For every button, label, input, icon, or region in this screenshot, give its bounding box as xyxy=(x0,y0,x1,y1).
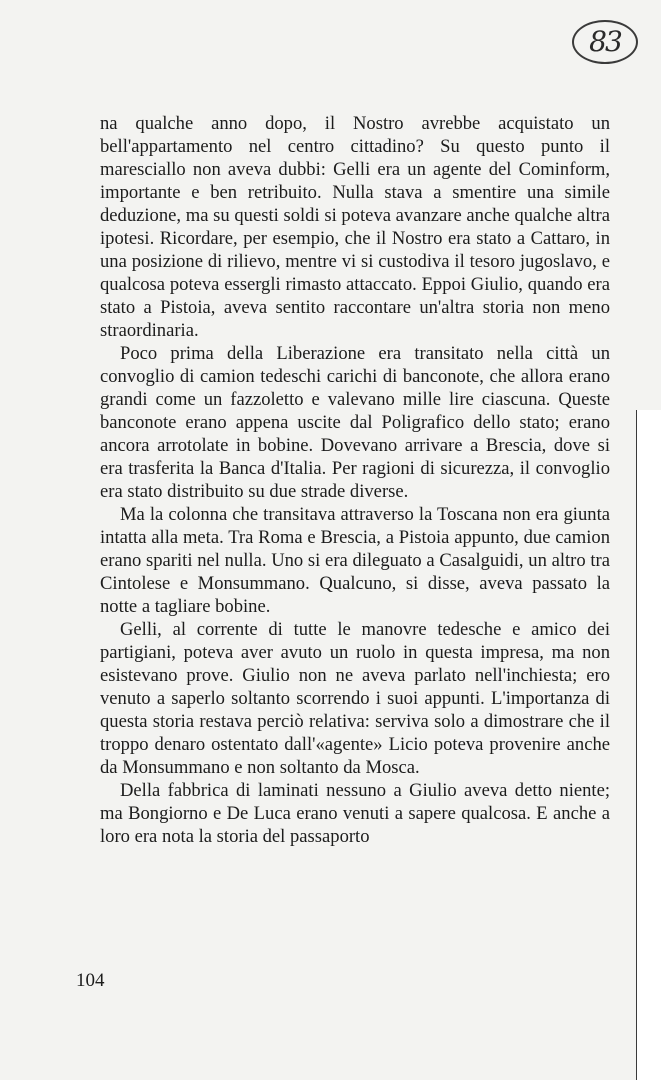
paragraph-1: na qualche anno dopo, il Nostro avrebbe acquistato un bell'appartamento nel centro cittadino? Su questo punto il maresciallo non aveva dubbi: Gelli era un agente del Cominform, importante e ben retribuito. Nulla stava a smentire una simile deduzione, ma su questi soldi si poteva avanzare anche qualche altra ipotesi. Ricordare, per esempio, che il Nostro era stato a Cattaro, in una posizione di rilievo, mentre vi si custodiva il tesoro jugoslavo, e qualcosa poteva essergli rimasto attaccato. Eppoi Giulio, quando era stato a Pistoia, aveva sentito raccontare un'altra storia non meno straordinaria. xyxy=(100,113,610,341)
paragraph-2: Poco prima della Liberazione era transitato nella città un convoglio di camion tedeschi carichi di banconote, che allora erano grandi come un fazzoletto e valevano mille lire ciascuna. Queste banconote erano appena uscite dal Poligrafico dello stato; erano ancora arrotolate in bobine. Dovevano arrivare a Brescia, dove si era trasferita la Banca d'Italia. Per ragioni di sicurezza, il convoglio era stato distribuito su due strade diverse. xyxy=(100,343,610,502)
paragraph-4: Gelli, al corrente di tutte le manovre tedesche e amico dei partigiani, poteva aver avuto un ruolo in questa impresa, ma non esistevano prove. Giulio non ne aveva parlato nell'inchiesta; ero venuto a saperlo soltanto scorrendo i suoi appunti. L'importanza di questa storia restava perciò relativa: serviva solo a dimostrare che il troppo denaro ostentato dall'«agente» Licio poteva provenire anche da Monsummano e non soltanto da Mosca. xyxy=(100,619,610,778)
page-stamp: 83 xyxy=(572,20,638,64)
page-edge-shadow xyxy=(636,410,661,1080)
paragraph-5: Della fabbrica di laminati nessuno a Giulio aveva detto niente; ma Bongiorno e De Luca erano venuti a sapere qualcosa. E anche a loro era nota la storia del passaporto xyxy=(100,780,610,847)
paragraph-3: Ma la colonna che transitava attraverso la Toscana non era giunta intatta alla meta. Tra Roma e Brescia, a Pistoia appunto, due camion erano spariti nel nulla. Uno si era dileguato a Casalguidi, un altro tra Cintolese e Monsummano. Qualcuno, si disse, aveva passato la notte a tagliare bobine. xyxy=(100,504,610,617)
page-number: 104 xyxy=(76,970,105,991)
body-text xyxy=(100,112,610,848)
